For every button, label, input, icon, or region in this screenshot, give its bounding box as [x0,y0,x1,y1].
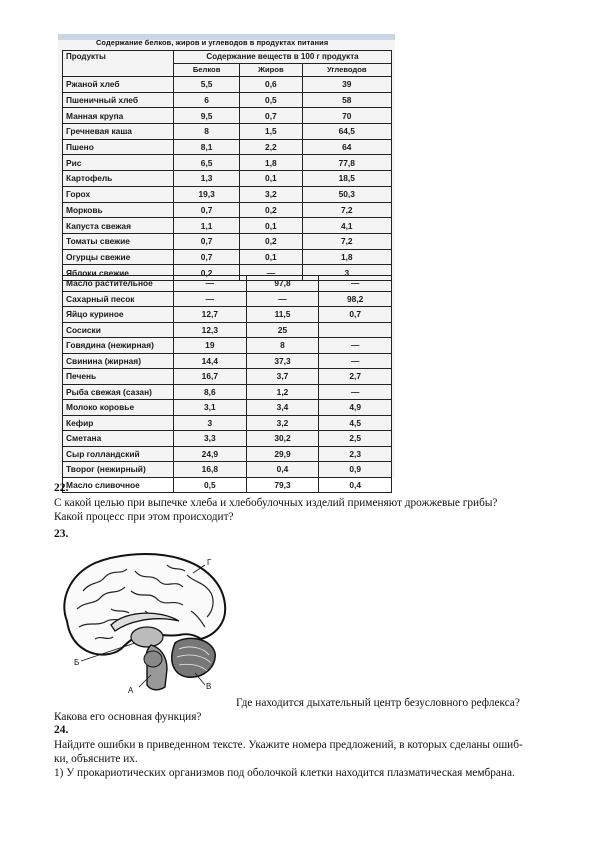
carb-cell: 2,3 [319,446,392,462]
protein-cell: 19 [174,338,247,354]
question-22-line1: С какой целью при выпечке хлеба и хлебобулочных изделий применяют дрожжевые грибы? [54,497,498,509]
product-name-cell: Сыр голландский [63,446,174,462]
protein-cell: 5,5 [174,77,240,93]
protein-cell: 1,1 [174,218,240,234]
carb-cell: 2,5 [319,431,392,447]
fat-cell: 79,3 [246,477,319,493]
fat-cell: 3,7 [246,369,319,385]
product-name-cell: Печень [63,369,174,385]
fat-cell: 1,5 [240,124,302,140]
table-row [63,77,392,93]
table-row [63,139,392,155]
product-name-cell: Пшено [63,139,174,155]
carb-cell: 0,4 [319,477,392,493]
protein-cell: 0,5 [174,477,247,493]
table-title: Содержание белков, жиров и углеводов в продуктах питания [96,38,329,47]
product-name-cell: Капуста свежая [63,218,174,234]
table-row [63,353,392,369]
table-row [63,307,392,323]
table-row [63,124,392,140]
table-row [63,322,392,338]
protein-cell: 12,7 [174,307,247,323]
protein-cell: 19,3 [174,186,240,202]
fat-cell: 0,2 [240,202,302,218]
header-products: Продукты [63,51,174,77]
product-name-cell: Свинина (жирная) [63,353,174,369]
carb-cell: 7,2 [302,233,391,249]
table-row [63,218,392,234]
carb-cell: 98,2 [319,291,392,307]
carb-cell: 64,5 [302,124,391,140]
fat-cell: 29,9 [246,446,319,462]
carb-cell: 4,1 [302,218,391,234]
fat-cell: 30,2 [246,431,319,447]
question-24-line2: ки, объясните их. [54,753,138,765]
table-row [63,233,392,249]
fat-cell: 37,3 [246,353,319,369]
protein-cell: 0,7 [174,233,240,249]
question-22-line2: Какой процесс при этом происходит? [54,511,234,523]
table-row [63,384,392,400]
fat-cell: 25 [246,322,319,338]
protein-cell: — [174,276,247,292]
protein-cell: 16,8 [174,462,247,478]
fat-cell: 0,1 [240,171,302,187]
table-row [63,171,392,187]
product-name-cell: Гречневая каша [63,124,174,140]
fat-cell: 0,1 [240,218,302,234]
carb-cell: 77,8 [302,155,391,171]
question-23-number: 23. [54,528,69,540]
question-23-line1: Где находится дыхательный центр безусловного рефлекса? [236,697,520,709]
table-row [63,431,392,447]
product-name-cell: Сосиски [63,322,174,338]
carb-cell: 64 [302,139,391,155]
carb-cell: 0,9 [319,462,392,478]
protein-cell: — [174,291,247,307]
protein-cell: 0,7 [174,249,240,265]
carb-cell: 0,7 [319,307,392,323]
carb-cell: 70 [302,108,391,124]
product-name-cell: Горох [63,186,174,202]
product-name-cell: Творог (нежирный) [63,462,174,478]
product-name-cell: Масло растительное [63,276,174,292]
carb-cell: 1,8 [302,249,391,265]
question-24-number: 24. [54,724,69,736]
carb-cell [319,322,392,338]
carb-cell: 2,7 [319,369,392,385]
product-name-cell: Яблоки свежие [63,265,174,281]
product-name-cell: Рис [63,155,174,171]
table-row [63,338,392,354]
carb-cell: 18,5 [302,171,391,187]
table-row [63,92,392,108]
table-row [63,446,392,462]
protein-cell: 1,3 [174,171,240,187]
brain-label-a: А [128,686,134,695]
protein-cell: 8 [174,124,240,140]
carb-cell: 3 [302,265,391,281]
product-name-cell: Томаты свежие [63,233,174,249]
protein-cell: 14,4 [174,353,247,369]
fat-cell: 11,5 [246,307,319,323]
table-row [63,202,392,218]
table-row [63,369,392,385]
product-name-cell: Огурцы свежие [63,249,174,265]
product-name-cell: Пшеничный хлеб [63,92,174,108]
table-row [63,415,392,431]
nutrition-table-part1 [62,50,392,281]
protein-cell: 8,6 [174,384,247,400]
product-name-cell: Ржаной хлеб [63,77,174,93]
protein-cell: 16,7 [174,369,247,385]
fat-cell: 0,2 [240,233,302,249]
protein-cell: 0,2 [174,265,240,281]
header-carbs: Углеводов [302,64,391,77]
table-row [63,186,392,202]
table-row [63,291,392,307]
product-name-cell: Манная крупа [63,108,174,124]
product-name-cell: Рыба свежая (сазан) [63,384,174,400]
product-name-cell: Картофель [63,171,174,187]
table-row [63,155,392,171]
fat-cell: 8 [246,338,319,354]
fat-cell: — [240,265,302,281]
protein-cell: 3,1 [174,400,247,416]
brain-label-g: Г [207,558,212,567]
table-row [63,400,392,416]
protein-cell: 3,3 [174,431,247,447]
header-proteins: Белков [174,64,240,77]
fat-cell: 0,1 [240,249,302,265]
carb-cell: — [319,276,392,292]
carb-cell: — [319,338,392,354]
carb-cell: — [319,384,392,400]
product-name-cell: Говядина (нежирная) [63,338,174,354]
fat-cell: 3,2 [246,415,319,431]
question-22-number: 22. [54,482,69,494]
header-content-per-100g: Содержание веществ в 100 г продукта [174,51,392,64]
fat-cell: 0,5 [240,92,302,108]
product-name-cell: Масло сливочное [63,477,174,493]
brain-label-b: Б [74,658,80,667]
table-row [63,462,392,478]
carb-cell: — [319,353,392,369]
product-name-cell: Яйцо куриное [63,307,174,323]
question-23-line2: Какова его основная функция? [54,711,202,723]
fat-cell: 3,4 [246,400,319,416]
protein-cell: 0,7 [174,202,240,218]
carb-cell: 58 [302,92,391,108]
question-24-line1: Найдите ошибки в приведенном тексте. Укажите номера предложений, в которых сделаны ошиб- [54,739,523,751]
protein-cell: 6,5 [174,155,240,171]
fat-cell: 97,8 [246,276,319,292]
protein-cell: 9,5 [174,108,240,124]
product-name-cell: Сметана [63,431,174,447]
fat-cell: 2,2 [240,139,302,155]
protein-cell: 12,3 [174,322,247,338]
protein-cell: 3 [174,415,247,431]
table-row [63,108,392,124]
product-name-cell: Молоко коровье [63,400,174,416]
table-row [63,249,392,265]
fat-cell: 1,2 [246,384,319,400]
protein-cell: 6 [174,92,240,108]
protein-cell: 24,9 [174,446,247,462]
nutrition-table-part2 [62,275,392,493]
carb-cell: 7,2 [302,202,391,218]
carb-cell: 50,3 [302,186,391,202]
header-fats: Жиров [240,64,302,77]
fat-cell: 0,7 [240,108,302,124]
fat-cell: — [246,291,319,307]
brain-label-v: В [206,682,212,691]
fat-cell: 1,8 [240,155,302,171]
fat-cell: 3,2 [240,186,302,202]
question-24-line3: 1) У прокариотических организмов под оболочкой клетки находится плазматическая мембрана. [54,767,515,779]
carb-cell: 4,9 [319,400,392,416]
carb-cell: 4,5 [319,415,392,431]
product-name-cell: Кефир [63,415,174,431]
protein-cell: 8,1 [174,139,240,155]
carb-cell: 39 [302,77,391,93]
product-name-cell: Морковь [63,202,174,218]
fat-cell: 0,6 [240,77,302,93]
fat-cell: 0,4 [246,462,319,478]
product-name-cell: Сахарный песок [63,291,174,307]
table-row [63,276,392,292]
brain-sagittal-figure [55,551,235,701]
table-row [63,477,392,493]
